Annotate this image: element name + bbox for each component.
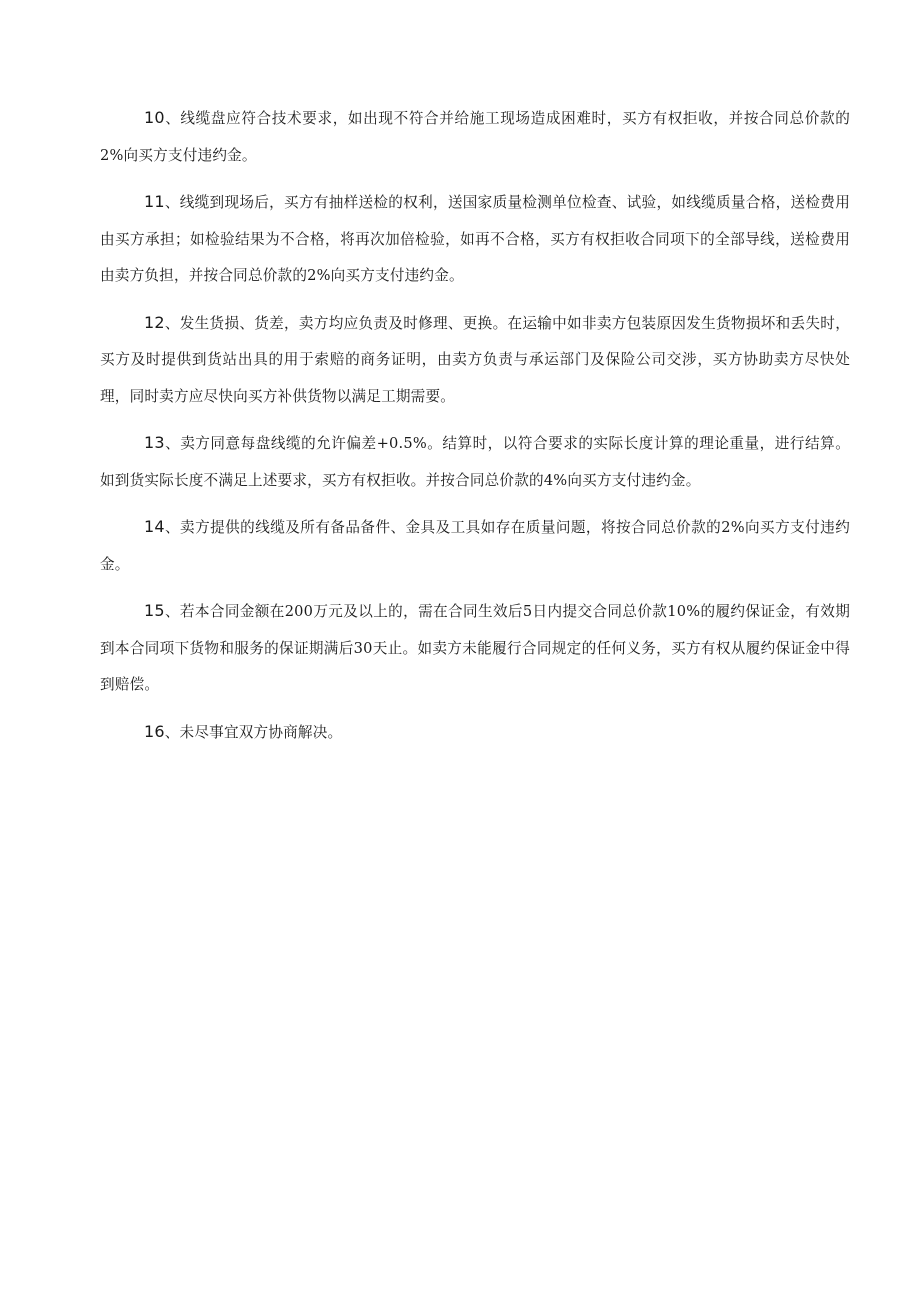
clause-number: 13: [144, 433, 165, 452]
clause-10: [100, 100, 850, 174]
clause-text: 、线缆到现场后，买方有抽样送检的权利，送国家质量检测单位检查、试验，如线缆质量合格，送检费用由买方承担；如检验结果为不合格，将再次加倍检验，如再不合格，买方有权拒收合同项下的全部导线，送检费用由卖方负担，并按合同总价款的2%向买方支付违约金。: [100, 194, 850, 284]
clause-11: [100, 184, 850, 295]
clause-number: 16: [144, 721, 165, 741]
clause-number: 10: [144, 108, 165, 127]
clause-number: 14: [144, 517, 165, 536]
clause-13: [100, 425, 850, 499]
clause-text: 、发生货损、货差，卖方均应负责及时修理、更换。在运输中如非卖方包装原因发生货物损坏和丢失时，买方及时提供到货站出具的用于索赔的商务证明，由卖方负责与承运部门及保险公司交涉，买方协助卖方尽快处理，同时卖方应尽快向买方补供货物以满足工期需要。: [100, 314, 850, 405]
contract-clauses: [100, 100, 850, 761]
clause-number: 12: [144, 312, 165, 332]
clause-number: 15: [144, 601, 165, 620]
clause-number: 11: [144, 192, 165, 211]
clause-text: 、卖方提供的线缆及所有备品备件、金具及工具如存在质量问题，将按合同总价款的2%向买方支付违约金。: [100, 519, 850, 573]
clause-14: [100, 509, 850, 583]
clause-text: 、若本合同金额在200万元及以上的，需在合同生效后5日内提交合同总价款10%的履约保证金，有效期到本合同项下货物和服务的保证期满后30天止。如卖方未能履行合同规定的任何义务，买方有权从履约保证金中得到赔偿。: [100, 603, 850, 693]
clause-15: [100, 593, 850, 704]
clause-16: [100, 714, 850, 752]
clause-text: 、线缆盘应符合技术要求，如出现不符合并给施工现场造成困难时，买方有权拒收，并按合同总价款的2%向买方支付违约金。: [100, 110, 850, 164]
clause-text: 、未尽事宜双方协商解决。: [164, 723, 343, 741]
clause-text: 、卖方同意每盘线缆的允许偏差+0.5%。结算时，以符合要求的实际长度计算的理论重量，进行结算。如到货实际长度不满足上述要求，买方有权拒收。并按合同总价款的4%向买方支付违约金。: [100, 435, 850, 489]
clause-12: [100, 305, 850, 416]
